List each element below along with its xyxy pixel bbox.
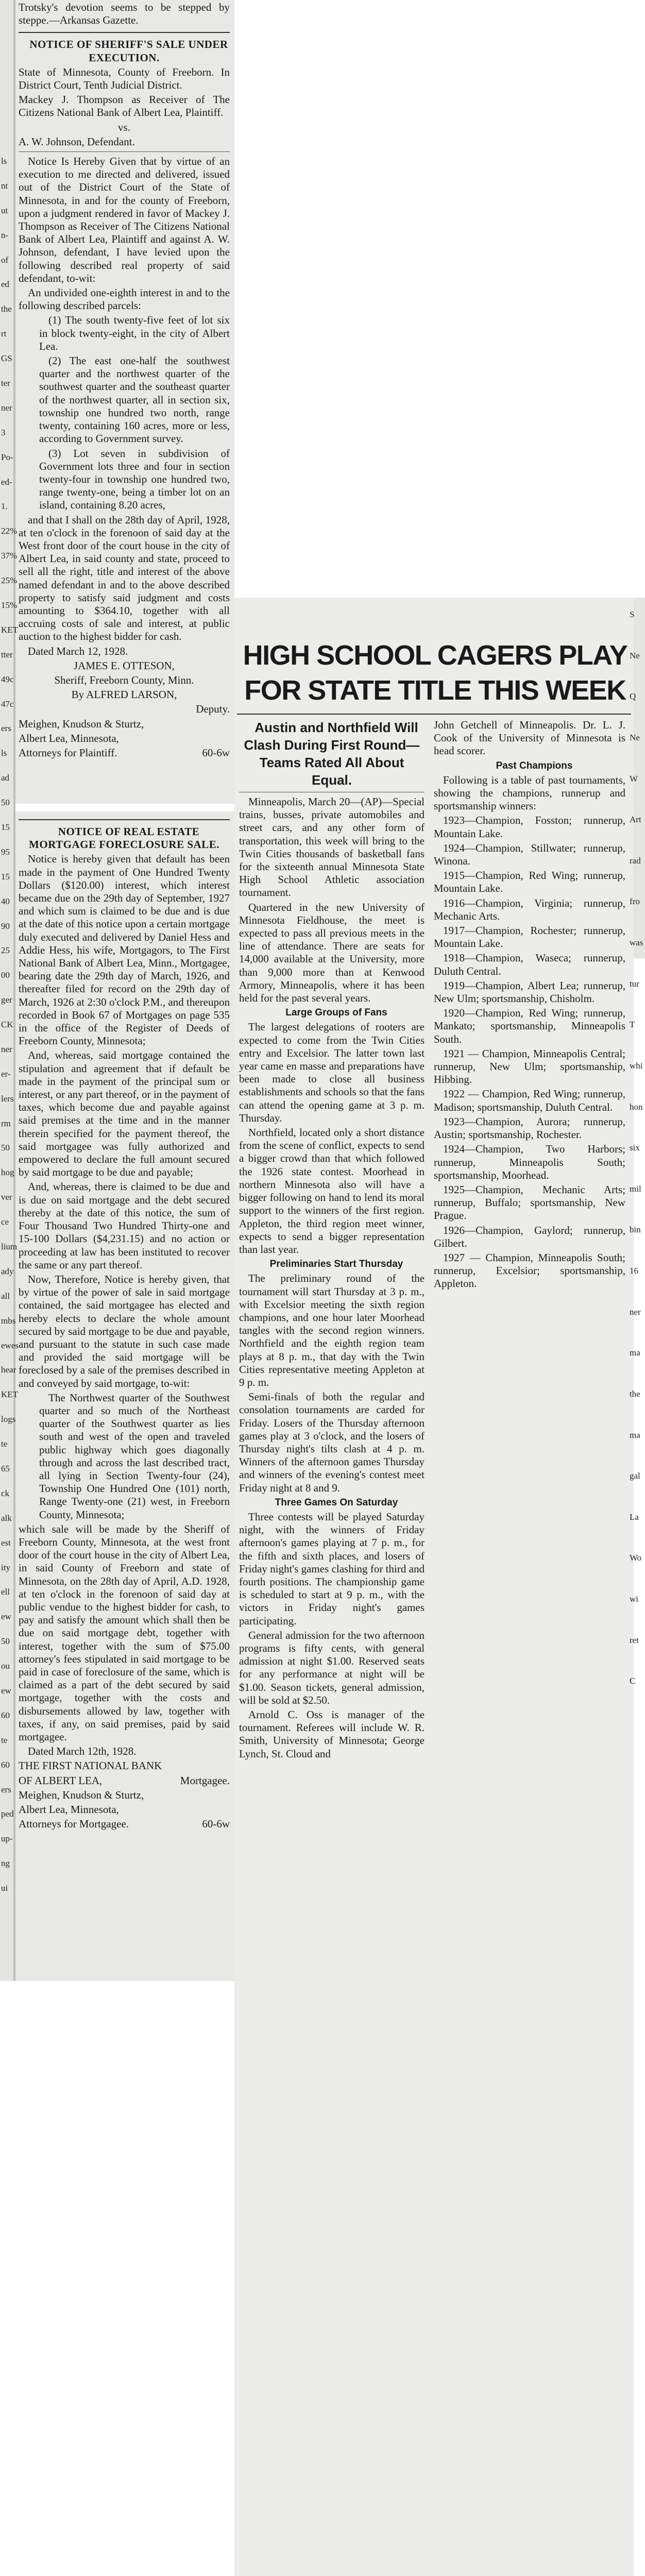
edge-fragment: was — [630, 938, 643, 948]
edge-fragment: hear — [1, 1365, 16, 1375]
edge-fragment: ew — [1, 1686, 11, 1696]
sheriff-sale-heading: NOTICE OF SHERIFF'S SALE UNDER EXECUTION. — [29, 38, 228, 64]
divider — [19, 819, 230, 820]
edge-fragment: 15 — [1, 871, 10, 882]
edge-fragment: 3 — [1, 427, 6, 437]
mortgage-paragraph: And, whereas, there is claimed to be due and is due on said mortgage and the debt secured thereby at the date of this notice, the sum of Four Thousand Two Hundred Thirty-one and 15-100 Dollars ($4,231.15) and no action or proceeding at law has been instituted to recover the same or any part thereof. — [19, 1180, 230, 1271]
edge-fragment: ck — [1, 1488, 10, 1498]
edge-fragment: W — [630, 773, 638, 784]
edge-fragment: ers — [1, 723, 11, 734]
edge-fragment: all — [1, 1291, 10, 1301]
edge-fragment: hog — [1, 1167, 14, 1178]
sheriff-title: Sheriff, Freeborn County, Minn. — [54, 673, 194, 686]
edge-fragment: rad — [630, 855, 641, 866]
edge-fragment: ls — [1, 748, 7, 758]
attorney-role: Attorneys for Plaintiff. — [19, 746, 117, 759]
edge-fragment: 49c — [1, 674, 14, 684]
sheriff-signer: JAMES E. OTTESON, — [73, 659, 175, 672]
edge-fragment: lers — [1, 1093, 14, 1104]
edge-fragment: 22% — [1, 526, 18, 536]
edge-fragment: ad — [1, 773, 10, 783]
edge-fragment: te — [1, 1735, 8, 1745]
edge-fragment: tur — [630, 978, 639, 989]
edge-fragment: mbs — [1, 1315, 16, 1326]
edge-fragment: ma — [630, 1430, 640, 1440]
champion-entry: 1924—Champion, Two Harbors; runnerup, Minneapolis South; sportsmanship, Moorhead. — [434, 1143, 625, 1181]
edge-fragment: 37% — [1, 551, 18, 561]
edge-fragment: 65 — [1, 1464, 10, 1474]
sheriff-sale-body: and that I shall on the 28th day of April, 1928, at ten o'clock in the forenoon of said day at the West front door of the court house in the city of Albert Lea, in said county and state, proceed to sell all the right, title and interest of the above named defendant in and to the above described property to satisfy said judgment and costs amounting to $364.10, together with all accruing costs of sale and interest, at public auction to the highest bidder for cash. — [19, 513, 230, 643]
sheriff-sale-body: An undivided one-eighth interest in and to the following described parcels: — [19, 286, 230, 312]
edge-fragment: 50 — [1, 1143, 10, 1153]
edge-fragment: 50 — [1, 1636, 10, 1647]
sheriff-sale-caption: State of Minnesota, County of Freeborn. In District Court, Tenth Judicial District. — [19, 65, 230, 92]
edge-fragment: ut — [1, 205, 8, 215]
edge-fragment: 1. — [1, 501, 8, 512]
edge-fragment: the — [1, 304, 12, 314]
champions-list — [434, 814, 625, 1290]
bank-role: Mortgagee. — [180, 1774, 230, 1787]
champion-entry: 1917—Champion, Rochester; runnerup, Mountain Lake. — [434, 924, 625, 950]
deputy-name: By ALFRED LARSON, — [71, 688, 177, 701]
bank-line: THE FIRST NATIONAL BANK — [19, 1759, 162, 1772]
edge-fragment: CK — [1, 1020, 13, 1030]
mortgage-paragraph: which sale will be made by the Sheriff of Freeborn County, Minnesota, at the west front door of the court house in the city of Albert Lea, in said County of Freeborn and state of Minnesota, on the 28th day of April, A.D. 1928, at ten o'clock in the forenoon of said day at public vendue to the highest bidder for cash, to pay and satisfy the amount which shall then be due on said mortgage debt, together with interest, together with the sum of $75.00 attorney's fees stipulated in said mortgage to be paid in case of foreclosure of the same, which is claimed as a part of the debt secured by said mortgage, together with the costs and disbursements allowed by law, together with taxes, if any, on said premises, paid by said mortgagee. — [19, 1522, 230, 1743]
mortgage-paragraph: The Northwest quarter of the Southwest quarter and so much of the Northeast quarter of the Southwest quarter as lies south and west of the open and traveled public highway which goes diagonally through and across the last described tract, all lying in Section Twenty-four (24), Township One Hundred One (101) north, Range Twenty-one (21) west, in Freeborn County, Minnesota; — [39, 1391, 230, 1521]
edge-fragment: La — [630, 1512, 639, 1522]
edge-fragment: rm — [1, 1118, 11, 1128]
champion-entry: 1923—Champion, Fosston; runnerup, Mountain Lake. — [434, 814, 625, 840]
edge-fragment: Po- — [1, 452, 13, 462]
edge-fragment: 25% — [1, 575, 18, 586]
divider — [19, 32, 230, 33]
edge-fragment: 25 — [1, 945, 10, 956]
edge-fragment: ce — [1, 1217, 9, 1227]
edge-fragment: Ne — [630, 732, 640, 742]
article-paragraph: Minneapolis, March 20—(AP)—Special trains, busses, private automobiles and street cars, and any other form of transportation, this week will bring to the Twin Cities thousands of basketball fans for the sixteenth annual Minnesota State High School Athletic association tournament. — [239, 795, 425, 899]
article-paragraph: Quartered in the new University of Minnesota Fieldhouse, the meet is expected to pass all previous meets in the line of attendance. There are seats for 14,000 available at the University, more than 9,000 more than at Kenwood Armory, Minneapolis, where it has been held for the past several years. — [239, 901, 425, 1005]
deputy-title: Deputy. — [196, 703, 230, 716]
edge-fragment: KET — [1, 1389, 19, 1400]
bank-name: OF ALBERT LEA, — [19, 1774, 103, 1787]
edge-fragment: T — [630, 1020, 635, 1030]
attorney-line: Albert Lea, Minnesota, — [19, 1803, 119, 1816]
edge-fragment: ers — [1, 1784, 11, 1794]
champion-entry: 1919—Champion, Albert Lea; runnerup, New Ulm; sportsmanship, Chisholm. — [434, 979, 625, 1005]
edge-fragment: Ne — [630, 650, 640, 660]
champion-entry: 1920—Champion, Red Wing; runnerup, Mankato; sportsmanship, Minneapolis South. — [434, 1007, 625, 1045]
champion-entry: 1915—Champion, Red Wing; runnerup, Mountain Lake. — [434, 869, 625, 895]
edge-fragment: ell — [1, 1587, 10, 1597]
edge-fragment: tter — [1, 649, 13, 659]
edge-fragment: Wo — [630, 1553, 642, 1563]
article-paragraph: The largest delegations of rooters are expected to come from the Twin Cities entry and Excelsior. The latter town last year came en masse and preparations have been made to close all business establishments and schools so that the fans can attend the opening game at 3 p. m. Thursday. — [239, 1021, 425, 1124]
edge-fragment: ui — [1, 1883, 8, 1893]
article-paragraph: Northfield, located only a short distance from the scene of conflict, expects to send a bigger crowd than that which followed the 1926 state contest. Moorhead in northern Minnesota also will have a bigger following on hand to lend its moral support to the winners of the first region. Appleton, the third region meet winner, expects to send a bigger representation than last year. — [239, 1126, 425, 1256]
edge-fragment: 47c — [1, 699, 14, 709]
sheriff-sale-parcel: (1) The south twenty-five feet of lot six in block twenty-eight, in the city of Albert Lea. — [39, 314, 230, 352]
sheriff-sale-vs: vs. — [118, 121, 130, 133]
edge-fragment: te — [1, 1439, 8, 1449]
attorney-line: Meighen, Knudson & Sturtz, — [19, 717, 144, 730]
edge-fragment: ou — [1, 1661, 10, 1671]
mortgage-paragraph: And, whereas, said mortgage contained the stipulation and agreement that if default be made in the payment of the principal sum or interest, or any part thereof, or in the payment of taxes, which become due and payable against said premises at the time and in the manner therein specified for the payment thereof, the said mortgagee was fully authorized and empowered to declare the full amount secured by said mortgage to be due and payable; — [19, 1049, 230, 1179]
article-paragraph: John Getchell of Minneapolis. Dr. L. J. Cook of the University of Minnesota is head scorer. — [434, 719, 625, 757]
champion-entry: 1921 — Champion, Minneapolis Central; runnerup, New Ulm; sportsmanship, Hibbing. — [434, 1047, 625, 1086]
attorney-role: Attorneys for Mortgagee. — [19, 1818, 129, 1831]
edge-fragment: Q — [630, 691, 636, 702]
article-paragraph: Following is a table of past tournaments, showing the champions, runnerup and sportsmanship winners: — [434, 773, 625, 812]
sheriff-sale-dated: Dated March 12, 1928. — [28, 645, 128, 657]
divider — [19, 151, 230, 152]
edge-fragment: 15 — [1, 822, 10, 832]
attorney-line — [19, 747, 230, 759]
edge-fragment: ped — [1, 1809, 14, 1819]
edge-fragment: mil — [630, 1183, 641, 1194]
champion-entry: 1916—Champion, Virginia; runnerup, Mechanic Arts. — [434, 896, 625, 922]
sheriff-sale-defendant: A. W. Johnson, Defendant. — [19, 135, 135, 148]
run-code: 60-6w — [202, 1818, 230, 1831]
edge-fragment: est — [1, 1537, 11, 1548]
article-paragraph: Arnold C. Oss is manager of the tournament. Referees will include W. R. Smith, University of Minnesota; George Lynch, St. Cloud and — [239, 1708, 425, 1760]
edge-fragment: lium — [1, 1242, 18, 1252]
edge-fragment: fro — [630, 896, 640, 907]
edge-fragment: ma — [630, 1348, 640, 1358]
attorney-line: Meighen, Knudson & Sturtz, — [19, 1788, 144, 1801]
edge-fragment: ed — [1, 279, 10, 290]
edge-fragment: 95 — [1, 846, 10, 857]
edge-fragment: ner — [1, 402, 12, 413]
edge-fragment: whi — [630, 1060, 643, 1071]
article-column-a — [239, 719, 425, 1762]
champion-entry: 1918—Champion, Waseca; runnerup, Duluth Central. — [434, 952, 625, 977]
edge-fragment: rt — [1, 329, 7, 339]
edge-fragment: of — [1, 255, 9, 265]
edge-fragment: up- — [1, 1834, 13, 1844]
edge-fragment: ady — [1, 1266, 14, 1276]
edge-fragment: logs — [1, 1414, 16, 1425]
edge-fragment: ret — [630, 1635, 639, 1645]
champion-entry: 1926—Champion, Gaylord; runnerup, Gilbert. — [434, 1224, 625, 1249]
article-headline: HIGH SCHOOL CAGERS PLAY FOR STATE TITLE THIS WEEK — [243, 640, 627, 706]
edge-fragment: Art — [630, 815, 641, 825]
edge-fragment: ger — [1, 995, 12, 1005]
article-column-b — [434, 719, 625, 1292]
edge-fragment: C — [630, 1676, 636, 1686]
edge-fragment: ner — [1, 1044, 12, 1054]
edge-fragment: S — [630, 609, 635, 619]
bank-line — [19, 1774, 230, 1787]
attorney-line: Albert Lea, Minnesota, — [19, 732, 119, 744]
article-paragraph: The preliminary round of the tournament will start Thursday at 3 p. m., with Excelsior meeting the sixth region champions, and one hour later Moorhead tangles with the second region winners. Northfield and the eighth region team plays at 8 p. m., that day with the Twin Cities representative meeting Appleton at 9 p. m. — [239, 1272, 425, 1388]
edge-fragment: 40 — [1, 896, 10, 906]
article-deck: Austin and Northfield Will Clash During First Round—Teams Rated All About Equal. — [244, 720, 420, 788]
edge-fragment: GS — [1, 353, 12, 364]
edge-fragment: er- — [1, 1069, 11, 1079]
edge-fragment: 16 — [630, 1266, 638, 1276]
article-subhead: Three Games On Saturday — [275, 1497, 398, 1508]
champion-entry: 1927 — Champion, Minneapolis South; runnerup, Excelsior; sportsmanship, Appleton. — [434, 1251, 625, 1290]
edge-fragment: ew — [1, 1612, 11, 1622]
edge-fragment: 15% — [1, 600, 18, 610]
edge-fragment: 60 — [1, 1759, 10, 1770]
attorney-line — [19, 1818, 230, 1831]
edge-fragment: hon — [630, 1101, 643, 1112]
article-subhead: Past Champions — [496, 760, 573, 771]
edge-fragment: the — [630, 1388, 640, 1399]
edge-fragment: gal — [630, 1471, 640, 1481]
edge-fragment: ewes — [1, 1340, 19, 1350]
article-subhead: Preliminaries Start Thursday — [269, 1259, 403, 1270]
mortgage-heading: NOTICE OF REAL ESTATE MORTGAGE FORECLOSURE SALE. — [29, 825, 219, 851]
edge-fragment: 60 — [1, 1710, 10, 1720]
mortgage-dated: Dated March 12th, 1928. — [28, 1745, 137, 1758]
article-paragraph: Three contests will be played Saturday night, with the winners of Friday afternoon's games playing at 7 p. m., for the fifth and sixth places, and losers of Friday night's games clashing for third and fourth positions. The championship game is scheduled to start at 9 p. m., with the victors in Friday night's games participating. — [239, 1510, 425, 1627]
champion-entry: 1922 — Champion, Red Wing; runnerup, Madison; sportsmanship, Duluth Central. — [434, 1088, 625, 1113]
champion-entry: 1925—Champion, Mechanic Arts; runnerup, Buffalo; sportsmanship, New Prague. — [434, 1183, 625, 1222]
edge-fragment: 90 — [1, 921, 10, 931]
edge-fragment: ng — [1, 1858, 10, 1869]
sheriff-sale-parcel: (3) Lot seven in subdivision of Government lots three and four in section twenty-four in township one hundred two, range twenty-one, being a timber lot on an island, containing 8.20 acres, — [39, 447, 230, 512]
sheriff-sale-parcel: (2) The east one-half the southwest quarter and the northwest quarter of the southwest quarter and the southeast quarter of the northwest quarter, all in section six, township one hundred two north, range twenty, containing 160 acres, more or less, according to Government survey. — [39, 354, 230, 445]
sheriff-sale-plaintiff: Mackey J. Thompson as Receiver of The Citizens National Bank of Albert Lea, Plaintiff. — [19, 93, 230, 119]
edge-fragment: n- — [1, 230, 9, 240]
edge-fragment: KET — [1, 624, 19, 635]
top-note: Trotsky's devotion seems to be stepped by steppe.—Arkansas Gazette. — [19, 1, 230, 27]
edge-fragment: wi — [630, 1594, 638, 1604]
champion-entry: 1924—Champion, Stillwater; runnerup, Winona. — [434, 841, 625, 868]
edge-fragment: ed- — [1, 477, 12, 487]
column-one-upper — [19, 1, 230, 761]
article-paragraph: General admission for the two afternoon programs is fifty cents, with general admission at night $1.00. Reserved seats for any performance at night will be $1.00. Season tickets, general admission, will be sold at $2.50. — [239, 1629, 425, 1706]
sheriff-sale-body: Notice Is Hereby Given that by virtue of an execution to me directed and delivered, issued out of the District Court of the State of Minnesota, in and for the county of Freeborn, upon a judgment rendered in favor of Mackey J. Thompson as Receiver of The Citizens National Bank of Albert Lea, Plaintiff and against A. W. Johnson, defendant, I have levied upon the following described real property of said defendant, to-wit: — [19, 155, 230, 284]
article-paragraph: Semi-finals of both the regular and consolation tournaments are carded for Friday. Losers of the Thursday afternoon games play at 3 o'clock, and the losers of Thursday night's tilts clash at 4 p. m. Winners of the afternoon games Thursday and winners of the evening's contest meet Friday night at 8 and 9. — [239, 1391, 425, 1494]
mortgage-paragraph: Now, Therefore, Notice is hereby given, that by virtue of the power of sale in said mortgage contained, the said mortgagee has elected and hereby elects to declare the whole amount secured by said mortgage to be due and payable, and pursuant to the statute in such case made and provided the said mortgage will be foreclosed by a sale of the premises described in and conveyed by said mortgage, to-wit: — [19, 1273, 230, 1389]
edge-fragment: 50 — [1, 798, 10, 808]
edge-fragment: alk — [1, 1513, 12, 1523]
edge-fragment: bin — [630, 1225, 641, 1235]
edge-fragment: ner — [630, 1307, 641, 1317]
edge-fragment: ter — [1, 378, 10, 388]
champion-entry: 1923—Champion, Aurora; runnerup, Austin; sportsmanship, Rochester. — [434, 1115, 625, 1141]
edge-fragment: ver — [1, 1192, 12, 1202]
mortgage-paragraph: Notice is hereby given that default has been made in the payment of One Hundred Twenty Dollars ($120.00) interest, which interest became due on the 29th day of September, 1927 and which sum is claimed to be due and is due at the date of this notice upon a certain mortgage duly executed and delivered by Daniel Hess and Addie Hess, his wife, Mortgagors, to The First National Bank of Albert Lea, Minn., Mortgagee, bearing date the 29th day of March, 1926, and thereafter filed for record on the 29th day of March, 1926 at 2:30 o'clock P.M., and thereupon recorded in Book 67 of Mortgages on page 535 in the office of the Register of Deeds of Freeborn County, Minnesota; — [19, 853, 230, 1047]
article-subhead: Large Groups of Fans — [285, 1007, 387, 1019]
edge-fragment: nt — [1, 180, 8, 191]
edge-fragment: 00 — [1, 970, 10, 980]
edge-fragment: ity — [1, 1562, 10, 1572]
edge-fragment: six — [630, 1143, 640, 1153]
edge-fragment: ls — [1, 156, 7, 166]
headline-rule — [237, 714, 631, 715]
run-code: 60-6w — [202, 746, 230, 759]
column-one-lower — [19, 814, 230, 1832]
